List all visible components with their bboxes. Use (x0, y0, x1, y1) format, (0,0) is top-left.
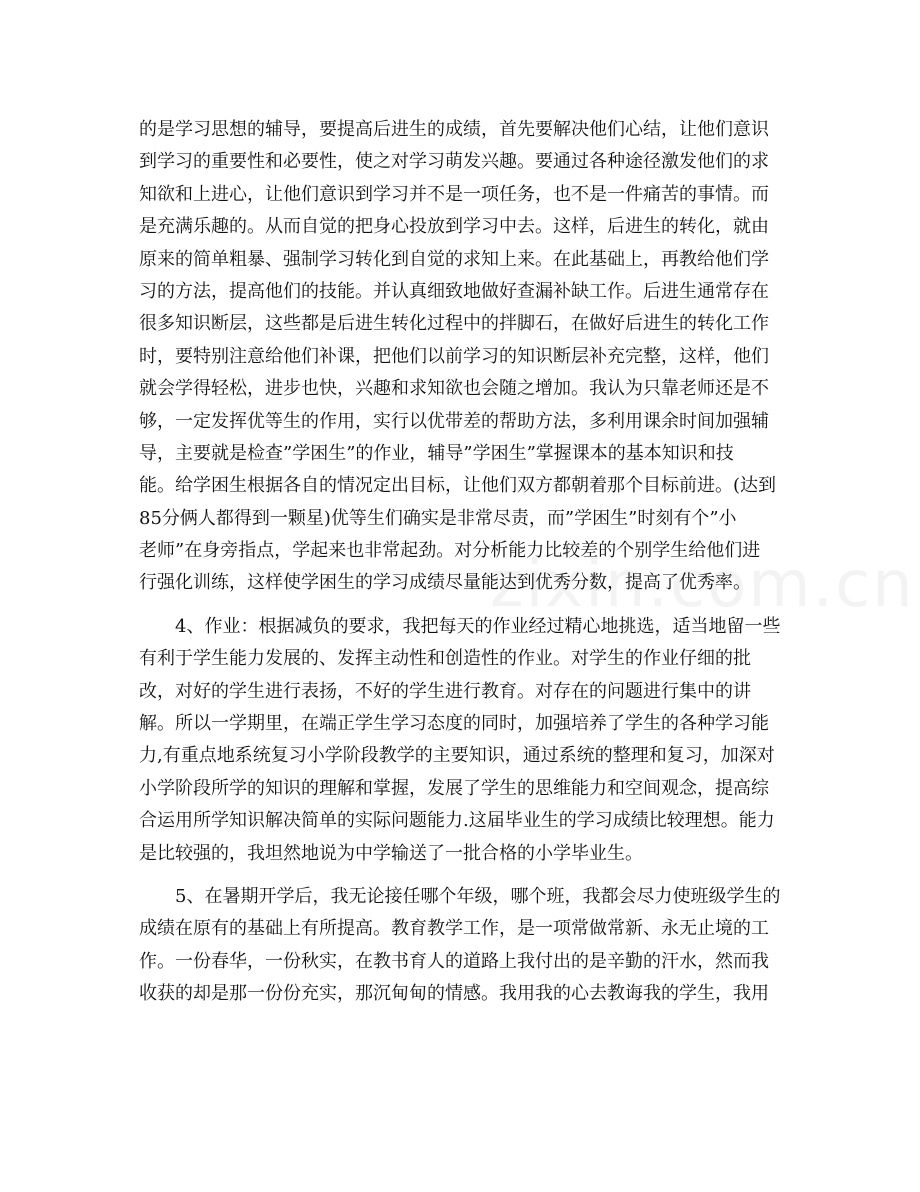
text-line: 收获的却是那一份份充实，那沉甸甸的情感。我用我的心去教诲我的学生，我用 (139, 983, 769, 1005)
text-line: 是比较强的，我坦然地说为中学输送了一批合格的小学毕业生。 (139, 842, 643, 864)
text-line: 85分俩人都得到一颗星)优等生们确实是非常尽责，而”学困生”时刻有个”小 (139, 507, 737, 529)
text-line: 力,有重点地系统复习小学阶段教学的主要知识，通过系统的整理和复习，加深对 (139, 745, 775, 767)
text-line: 就会学得轻松，进步也快，兴趣和求知欲也会随之增加。我认为只靠老师还是不 (139, 378, 769, 400)
text-line: 解。所以一学期里，在端正学生学习态度的同时，加强培养了学生的各种学习能 (139, 713, 769, 735)
text-line: 改，对好的学生进行表扬，不好的学生进行教育。对存在的问题进行集中的讲 (139, 680, 751, 702)
text-line: 有利于学生能力发展的、发挥主动性和创造性的作业。对学生的作业仔细的批 (139, 648, 751, 670)
text-line: 作。一份春华，一份秋实，在教书育人的道路上我付出的是辛勤的汗水，然而我 (139, 950, 769, 972)
text-line: 到学习的重要性和必要性，使之对学习萌发兴趣。要通过各种途径激发他们的求 (139, 151, 769, 173)
paragraph-start-line: 5、在暑期开学后，我无论接任哪个年级，哪个班，我都会尽力使班级学生的 (175, 885, 781, 907)
text-line: 习的方法，提高他们的技能。并认真细致地做好查漏补缺工作。后进生通常存在 (139, 280, 769, 302)
paragraph-start-line: 4、作业：根据减负的要求，我把每天的作业经过精心地挑选，适当地留一些 (175, 615, 781, 637)
text-line: 合运用所学知识解决简单的实际问题能力.这届毕业生的学习成绩比较理想。能力 (139, 810, 775, 832)
text-line: 成绩在原有的基础上有所提高。教育教学工作，是一项常做常新、永无止境的工 (139, 918, 769, 940)
text-line: 够，一定发挥优等生的作用，实行以优带差的帮助方法，多利用课余时间加强辅 (139, 410, 769, 432)
text-line: 的是学习思想的辅导，要提高后进生的成绩，首先要解决他们心结，让他们意识 (139, 119, 769, 140)
text-line: 是充满乐趣的。从而自觉的把身心投放到学习中去。这样，后进生的转化，就由 (139, 216, 769, 238)
text-line: 很多知识断层，这些都是后进生转化过程中的拌脚石，在做好后进生的转化工作 (139, 313, 769, 335)
text-line: 老师”在身旁指点，学起来也非常起劲。对分析能力比较差的个别学生给他们进 (139, 540, 761, 562)
body-text (139, 114, 789, 1011)
text-line: 行强化训练，这样使学困生的学习成绩尽量能达到优秀分数，提高了优秀率。 (139, 572, 751, 594)
text-line: 知欲和上进心，让他们意识到学习并不是一项任务，也不是一件痛苦的事情。而 (139, 183, 769, 205)
text-line: 导，主要就是检查”学困生”的作业，辅导”学困生”掌握课本的基本知识和技 (139, 442, 734, 464)
text-line: 原来的简单粗暴、强制学习转化到自觉的求知上来。在此基础上，再教给他们学 (139, 248, 769, 270)
text-line: 小学阶段所学的知识的理解和掌握，发展了学生的思维能力和空间观念，提高综 (139, 777, 769, 799)
text-line: 能。给学困生根据各自的情况定出目标，让他们双方都朝着那个目标前进。(达到 (139, 475, 777, 497)
text-line: 时，要特别注意给他们补课，把他们以前学习的知识断层补充完整，这样，他们 (139, 345, 769, 367)
